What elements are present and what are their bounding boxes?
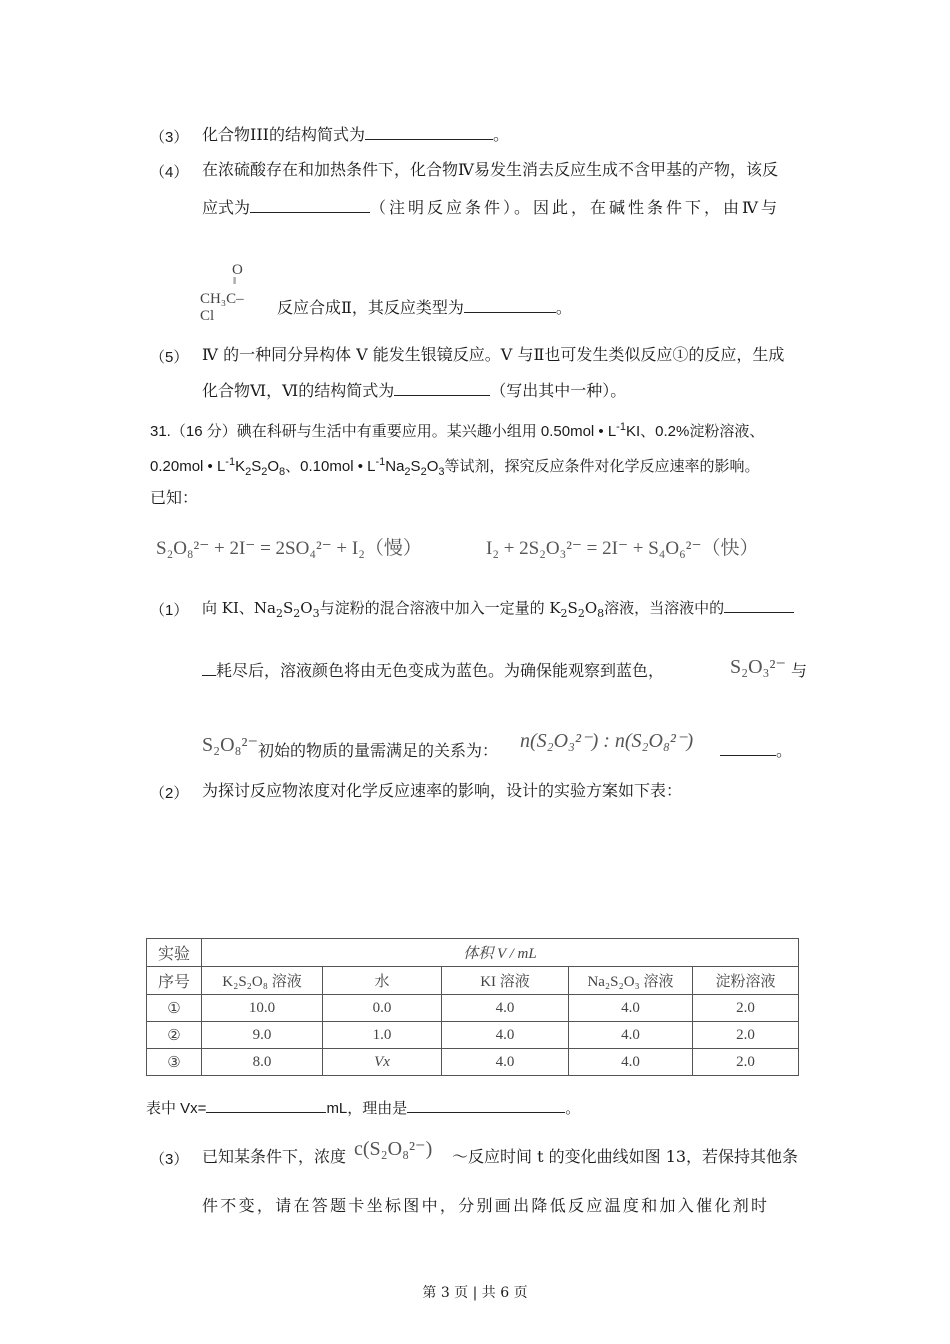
cell: 9.0 [202, 1022, 323, 1049]
answer-blank[interactable] [407, 1098, 565, 1113]
cell: 1.0 [323, 1022, 442, 1049]
col-header: 淀粉溶液 [693, 967, 799, 995]
p2-text: 为探讨反应物浓度对化学反应速率的影响，设计的实验方案如下表： [202, 781, 683, 800]
answer-blank[interactable] [464, 298, 556, 313]
q4-line1: 在浓硫酸存在和加热条件下，化合物Ⅳ易发生消去反应生成不含甲基的产物，该反 [202, 160, 778, 179]
thiosulfate-formula: S₂O₃²⁻ [730, 656, 787, 678]
equation-slow: S₂O₈²⁻ + 2I⁻ = 2SO₄²⁻ + I₂（慢） [156, 538, 422, 559]
cell: ② [147, 1022, 202, 1049]
p3-line2: 件不变，请在答题卡坐标图中，分别画出降低反应温度和加入催化剂时 [202, 1196, 770, 1215]
p1-line3-end: 。 [720, 740, 792, 762]
header-volume: 体积 V / mL [202, 939, 799, 967]
answer-blank[interactable] [250, 198, 370, 213]
cell: ③ [147, 1049, 202, 1076]
known-label: 已知： [150, 488, 199, 507]
q4-line3: 反应合成Ⅱ，其反应类型为 。 [277, 298, 572, 317]
q4-number: （4） [150, 164, 189, 181]
q3-number: （3） [150, 129, 189, 146]
experiment-table [146, 938, 799, 1076]
cell: 2.0 [693, 995, 799, 1022]
table-row [147, 995, 799, 1022]
q5-number: （5） [150, 349, 189, 366]
table-row [147, 1022, 799, 1049]
page-footer: 第 3 页 | 共 6 页 [422, 1285, 528, 1301]
table-row [147, 1049, 799, 1076]
q5-line2: 化合物Ⅵ，Ⅵ的结构简式为 （写出其中一种）。 [202, 381, 627, 400]
col-header: K₂S₂O₈ 溶液 [202, 967, 323, 995]
cell: 4.0 [442, 1049, 569, 1076]
p3-line1b: ～反应时间 t 的变化曲线如图 13，若保持其他条 [452, 1147, 799, 1166]
cell: ① [147, 995, 202, 1022]
q5-line1: Ⅳ 的一种同分异构体 V 能发生银镜反应。V 与Ⅱ也可发生类似反应①的反应，生成 [202, 345, 785, 364]
q3-text: 化合物III的结构简式为 。 [202, 125, 509, 144]
answer-blank[interactable] [724, 598, 794, 613]
cell: 2.0 [693, 1049, 799, 1076]
cell: 4.0 [442, 995, 569, 1022]
cell: 2.0 [693, 1022, 799, 1049]
persulfate-formula: S₂O₈²⁻ [202, 734, 259, 756]
header-serial: 序号 [147, 967, 202, 995]
answer-blank[interactable] [202, 661, 216, 676]
answer-blank[interactable] [365, 125, 493, 140]
p3-number: （3） [150, 1151, 189, 1168]
p3-line1a: 已知某条件下，浓度 [202, 1147, 347, 1166]
answer-blank[interactable] [720, 741, 776, 756]
col-header: 水 [323, 967, 442, 995]
vx-question: 表中 Vx= mL，理由是 。 [146, 1100, 581, 1117]
header-experiment: 实验 [147, 939, 202, 967]
answer-blank[interactable] [206, 1098, 326, 1113]
q4-line2: 应式为 （注明反应条件）。因此，在碱性条件下，由Ⅳ与 [202, 198, 781, 217]
answer-blank[interactable] [394, 381, 490, 396]
equation-fast: I₂ + 2S₂O₃²⁻ = 2I⁻ + S₄O₆²⁻（快） [486, 538, 759, 559]
cell: 10.0 [202, 995, 323, 1022]
p1-line1: 向 KI、$Na_2S_2O_3$与淀粉的混合溶液中加入一定量的 $K_2S_2O_8$溶液，当溶液中的 [202, 597, 794, 625]
p1-and: 与 [791, 661, 808, 680]
cell: 4.0 [569, 995, 693, 1022]
cell: 4.0 [569, 1049, 693, 1076]
q31-line2: 0.20mol • $L^{-1}K_2S_2O_8$、0.10mol • $L^{-1}Na_2S_2O_3$等试剂，探究反应条件对化学反应速率的影响。 [150, 456, 760, 478]
p1-number: （1） [150, 602, 189, 619]
cell: 8.0 [202, 1049, 323, 1076]
p2-number: （2） [150, 785, 189, 802]
concentration-formula: c(S₂O₈²⁻) [354, 1138, 433, 1160]
cell: Vx [323, 1049, 442, 1076]
cell: 4.0 [569, 1022, 693, 1049]
mole-ratio-expression: n(S₂O₃²⁻) : n(S₂O₈²⁻) [520, 730, 694, 752]
p1-line2: 耗尽后，溶液颜色将由无色变成为蓝色。为确保能观察到蓝色， [202, 660, 664, 682]
q31-heading: 31.（16 分）碘在科研与生活中有重要应用。某兴趣小组用 0.50mol • $L^{-1}KI$、0.2%淀粉溶液、 [150, 421, 765, 440]
cell: 0.0 [323, 995, 442, 1022]
cell: 4.0 [442, 1022, 569, 1049]
col-header: KI 溶液 [442, 967, 569, 995]
p1-line3: 初始的物质的量需满足的关系为： [258, 741, 499, 760]
col-header: Na₂S₂O₃ 溶液 [569, 967, 693, 995]
